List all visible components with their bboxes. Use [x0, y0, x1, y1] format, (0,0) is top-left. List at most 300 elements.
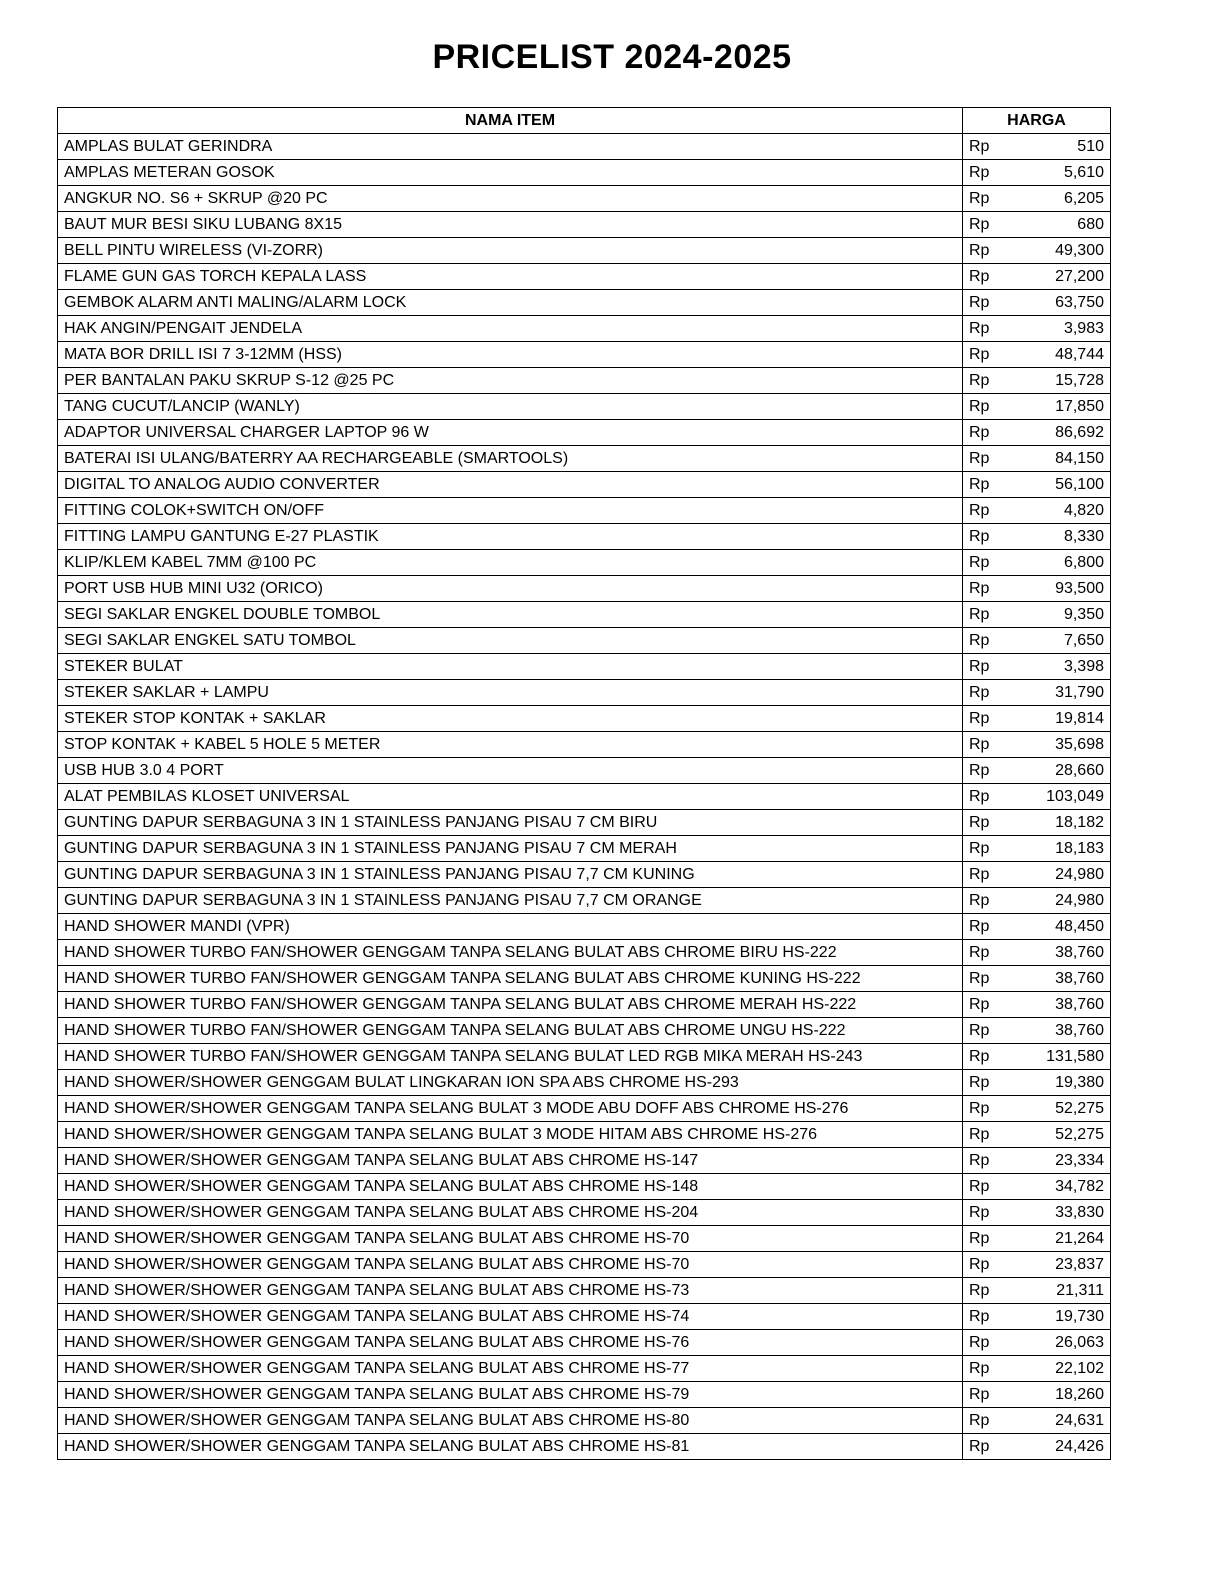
price-cell: [963, 342, 1111, 368]
price-wrap: [969, 164, 1104, 182]
item-name: GUNTING DAPUR SERBAGUNA 3 IN 1 STAINLESS PANJANG PISAU 7,7 CM KUNING: [58, 862, 963, 888]
item-name: HAND SHOWER TURBO FAN/SHOWER GENGGAM TANPA SELANG BULAT ABS CHROME MERAH HS-222: [58, 992, 963, 1018]
price-wrap: [969, 814, 1104, 832]
table-row: [58, 160, 1111, 186]
table-row: [58, 966, 1111, 992]
item-name: STEKER SAKLAR + LAMPU: [58, 680, 963, 706]
price-wrap: [969, 398, 1104, 416]
item-name: HAND SHOWER TURBO FAN/SHOWER GENGGAM TANPA SELANG BULAT ABS CHROME UNGU HS-222: [58, 1018, 963, 1044]
item-name: HAND SHOWER/SHOWER GENGGAM TANPA SELANG BULAT ABS CHROME HS-79: [58, 1382, 963, 1408]
price-value: 19,814: [1055, 709, 1104, 727]
price-wrap: [969, 476, 1104, 494]
item-name: HAK ANGIN/PENGAIT JENDELA: [58, 316, 963, 342]
currency-label: Rp: [969, 137, 990, 155]
currency-label: Rp: [969, 501, 990, 519]
currency-label: Rp: [969, 813, 990, 831]
price-value: 4,820: [1063, 501, 1104, 519]
item-name: SEGI SAKLAR ENGKEL SATU TOMBOL: [58, 628, 963, 654]
price-wrap: [969, 1022, 1104, 1040]
item-name: HAND SHOWER/SHOWER GENGGAM TANPA SELANG BULAT ABS CHROME HS-76: [58, 1330, 963, 1356]
currency-label: Rp: [969, 1333, 990, 1351]
currency-label: Rp: [969, 943, 990, 961]
price-cell: [963, 186, 1111, 212]
price-wrap: [969, 736, 1104, 754]
table-row: [58, 524, 1111, 550]
price-value: 28,660: [1055, 761, 1104, 779]
price-wrap: [969, 1438, 1104, 1456]
item-name: PER BANTALAN PAKU SKRUP S-12 @25 PC: [58, 368, 963, 394]
table-row: [58, 1044, 1111, 1070]
price-value: 63,750: [1055, 293, 1104, 311]
price-value: 24,980: [1055, 865, 1104, 883]
price-cell: [963, 654, 1111, 680]
price-wrap: [969, 320, 1104, 338]
price-value: 31,790: [1055, 683, 1104, 701]
price-value: 18,183: [1055, 839, 1104, 857]
table-row: [58, 316, 1111, 342]
item-name: FITTING LAMPU GANTUNG E-27 PLASTIK: [58, 524, 963, 550]
price-value: 7,650: [1063, 631, 1104, 649]
currency-label: Rp: [969, 1099, 990, 1117]
price-value: 24,980: [1055, 891, 1104, 909]
price-wrap: [969, 1308, 1104, 1326]
item-name: MATA BOR DRILL ISI 7 3-12MM (HSS): [58, 342, 963, 368]
currency-label: Rp: [969, 319, 990, 337]
table-row: [58, 862, 1111, 888]
table-row: [58, 186, 1111, 212]
currency-label: Rp: [969, 345, 990, 363]
currency-label: Rp: [969, 1021, 990, 1039]
table-row: [58, 654, 1111, 680]
price-wrap: [969, 450, 1104, 468]
price-value: 5,610: [1063, 163, 1104, 181]
item-name: GUNTING DAPUR SERBAGUNA 3 IN 1 STAINLESS PANJANG PISAU 7 CM BIRU: [58, 810, 963, 836]
table-row: [58, 550, 1111, 576]
price-wrap: [969, 1256, 1104, 1274]
table-row: [58, 810, 1111, 836]
price-cell: [963, 706, 1111, 732]
table-row: [58, 264, 1111, 290]
price-wrap: [969, 1126, 1104, 1144]
price-value: 86,692: [1055, 423, 1104, 441]
price-value: 48,744: [1055, 345, 1104, 363]
item-name: STEKER BULAT: [58, 654, 963, 680]
table-row: [58, 888, 1111, 914]
currency-label: Rp: [969, 1177, 990, 1195]
currency-label: Rp: [969, 787, 990, 805]
currency-label: Rp: [969, 1073, 990, 1091]
price-cell: [963, 1278, 1111, 1304]
table-row: [58, 680, 1111, 706]
price-wrap: [969, 138, 1104, 156]
currency-label: Rp: [969, 527, 990, 545]
price-value: 34,782: [1055, 1177, 1104, 1195]
table-row: [58, 758, 1111, 784]
currency-label: Rp: [969, 1281, 990, 1299]
currency-label: Rp: [969, 475, 990, 493]
item-name: HAND SHOWER TURBO FAN/SHOWER GENGGAM TANPA SELANG BULAT ABS CHROME BIRU HS-222: [58, 940, 963, 966]
price-cell: [963, 212, 1111, 238]
table-row: [58, 212, 1111, 238]
table-row: [58, 836, 1111, 862]
price-value: 52,275: [1055, 1099, 1104, 1117]
price-cell: [963, 940, 1111, 966]
price-cell: [963, 1070, 1111, 1096]
table-row: [58, 420, 1111, 446]
table-row: [58, 628, 1111, 654]
currency-label: Rp: [969, 683, 990, 701]
item-name: BELL PINTU WIRELESS (VI-ZORR): [58, 238, 963, 264]
price-cell: [963, 1174, 1111, 1200]
currency-label: Rp: [969, 1151, 990, 1169]
price-cell: [963, 1226, 1111, 1252]
item-name: FITTING COLOK+SWITCH ON/OFF: [58, 498, 963, 524]
price-value: 3,983: [1063, 319, 1104, 337]
price-value: 56,100: [1055, 475, 1104, 493]
item-name: HAND SHOWER TURBO FAN/SHOWER GENGGAM TANPA SELANG BULAT LED RGB MIKA MERAH HS-243: [58, 1044, 963, 1070]
price-wrap: [969, 684, 1104, 702]
column-header-nama-item: NAMA ITEM: [58, 108, 963, 134]
table-row: [58, 1278, 1111, 1304]
price-value: 35,698: [1055, 735, 1104, 753]
table-row: [58, 1226, 1111, 1252]
price-cell: [963, 134, 1111, 160]
price-value: 38,760: [1055, 995, 1104, 1013]
currency-label: Rp: [969, 215, 990, 233]
price-cell: [963, 576, 1111, 602]
price-wrap: [969, 1282, 1104, 1300]
currency-label: Rp: [969, 865, 990, 883]
table-row: [58, 1434, 1111, 1460]
table-row: [58, 1200, 1111, 1226]
price-wrap: [969, 918, 1104, 936]
price-value: 3,398: [1063, 657, 1104, 675]
table-row: [58, 1408, 1111, 1434]
price-cell: [963, 394, 1111, 420]
price-value: 38,760: [1055, 969, 1104, 987]
table-row: [58, 706, 1111, 732]
price-value: 21,311: [1056, 1281, 1104, 1299]
item-name: HAND SHOWER/SHOWER GENGGAM TANPA SELANG BULAT ABS CHROME HS-73: [58, 1278, 963, 1304]
item-name: AMPLAS BULAT GERINDRA: [58, 134, 963, 160]
price-value: 19,380: [1055, 1073, 1104, 1091]
currency-label: Rp: [969, 709, 990, 727]
price-wrap: [969, 268, 1104, 286]
price-value: 24,426: [1055, 1437, 1104, 1455]
price-wrap: [969, 788, 1104, 806]
table-row: [58, 1356, 1111, 1382]
price-wrap: [969, 632, 1104, 650]
item-name: ANGKUR NO. S6 + SKRUP @20 PC: [58, 186, 963, 212]
price-cell: [963, 862, 1111, 888]
price-wrap: [969, 528, 1104, 546]
price-cell: [963, 810, 1111, 836]
item-name: HAND SHOWER/SHOWER GENGGAM TANPA SELANG BULAT ABS CHROME HS-70: [58, 1252, 963, 1278]
price-value: 15,728: [1055, 371, 1104, 389]
price-cell: [963, 1200, 1111, 1226]
price-wrap: [969, 216, 1104, 234]
price-wrap: [969, 658, 1104, 676]
price-wrap: [969, 606, 1104, 624]
item-name: HAND SHOWER/SHOWER GENGGAM TANPA SELANG BULAT 3 MODE ABU DOFF ABS CHROME HS-276: [58, 1096, 963, 1122]
item-name: HAND SHOWER/SHOWER GENGGAM TANPA SELANG BULAT ABS CHROME HS-77: [58, 1356, 963, 1382]
price-value: 21,264: [1055, 1229, 1104, 1247]
table-row: [58, 1096, 1111, 1122]
price-wrap: [969, 190, 1104, 208]
table-row: [58, 134, 1111, 160]
item-name: HAND SHOWER MANDI (VPR): [58, 914, 963, 940]
table-body: [58, 134, 1111, 1460]
price-value: 19,730: [1055, 1307, 1104, 1325]
price-value: 38,760: [1055, 943, 1104, 961]
currency-label: Rp: [969, 189, 990, 207]
currency-label: Rp: [969, 605, 990, 623]
item-name: HAND SHOWER/SHOWER GENGGAM TANPA SELANG BULAT ABS CHROME HS-148: [58, 1174, 963, 1200]
item-name: HAND SHOWER/SHOWER GENGGAM TANPA SELANG BULAT 3 MODE HITAM ABS CHROME HS-276: [58, 1122, 963, 1148]
currency-label: Rp: [969, 839, 990, 857]
price-cell: [963, 1304, 1111, 1330]
table-row: [58, 472, 1111, 498]
table-row: [58, 498, 1111, 524]
price-cell: [963, 1356, 1111, 1382]
price-value: 38,760: [1055, 1021, 1104, 1039]
price-value: 18,260: [1055, 1385, 1104, 1403]
table-row: [58, 732, 1111, 758]
price-wrap: [969, 242, 1104, 260]
item-name: GEMBOK ALARM ANTI MALING/ALARM LOCK: [58, 290, 963, 316]
table-row: [58, 1330, 1111, 1356]
table-row: [58, 602, 1111, 628]
price-cell: [963, 914, 1111, 940]
table-row: [58, 1148, 1111, 1174]
price-value: 52,275: [1055, 1125, 1104, 1143]
price-value: 103,049: [1046, 787, 1104, 805]
item-name: STEKER STOP KONTAK + SAKLAR: [58, 706, 963, 732]
item-name: BAUT MUR BESI SIKU LUBANG 8X15: [58, 212, 963, 238]
price-value: 6,800: [1063, 553, 1104, 571]
price-cell: [963, 550, 1111, 576]
price-wrap: [969, 1412, 1104, 1430]
item-name: BATERAI ISI ULANG/BATERRY AA RECHARGEABLE (SMARTOOLS): [58, 446, 963, 472]
currency-label: Rp: [969, 449, 990, 467]
price-wrap: [969, 1334, 1104, 1352]
currency-label: Rp: [969, 1385, 990, 1403]
currency-label: Rp: [969, 1411, 990, 1429]
item-name: HAND SHOWER/SHOWER GENGGAM TANPA SELANG BULAT ABS CHROME HS-70: [58, 1226, 963, 1252]
currency-label: Rp: [969, 917, 990, 935]
price-wrap: [969, 372, 1104, 390]
price-cell: [963, 420, 1111, 446]
currency-label: Rp: [969, 735, 990, 753]
price-wrap: [969, 762, 1104, 780]
column-header-harga: HARGA: [963, 108, 1111, 134]
price-value: 33,830: [1055, 1203, 1104, 1221]
table-row: [58, 1070, 1111, 1096]
price-value: 17,850: [1055, 397, 1104, 415]
price-cell: [963, 472, 1111, 498]
currency-label: Rp: [969, 657, 990, 675]
price-value: 93,500: [1055, 579, 1104, 597]
price-value: 18,182: [1055, 813, 1104, 831]
item-name: SEGI SAKLAR ENGKEL DOUBLE TOMBOL: [58, 602, 963, 628]
table-row: [58, 238, 1111, 264]
price-cell: [963, 316, 1111, 342]
table-row: [58, 914, 1111, 940]
price-wrap: [969, 1152, 1104, 1170]
item-name: HAND SHOWER/SHOWER GENGGAM TANPA SELANG BULAT ABS CHROME HS-80: [58, 1408, 963, 1434]
table-row: [58, 394, 1111, 420]
currency-label: Rp: [969, 1307, 990, 1325]
currency-label: Rp: [969, 1203, 990, 1221]
price-cell: [963, 524, 1111, 550]
price-value: 84,150: [1055, 449, 1104, 467]
currency-label: Rp: [969, 969, 990, 987]
price-cell: [963, 732, 1111, 758]
table-row: [58, 1304, 1111, 1330]
price-cell: [963, 446, 1111, 472]
price-wrap: [969, 1100, 1104, 1118]
price-cell: [963, 1122, 1111, 1148]
table-row: [58, 576, 1111, 602]
price-wrap: [969, 1074, 1104, 1092]
price-cell: [963, 238, 1111, 264]
price-wrap: [969, 944, 1104, 962]
table-row: [58, 1122, 1111, 1148]
price-value: 23,334: [1055, 1151, 1104, 1169]
price-wrap: [969, 1204, 1104, 1222]
price-value: 510: [1077, 137, 1104, 155]
item-name: HAND SHOWER/SHOWER GENGGAM BULAT LINGKARAN ION SPA ABS CHROME HS-293: [58, 1070, 963, 1096]
price-cell: [963, 758, 1111, 784]
currency-label: Rp: [969, 371, 990, 389]
currency-label: Rp: [969, 631, 990, 649]
price-value: 24,631: [1055, 1411, 1104, 1429]
price-cell: [963, 1096, 1111, 1122]
price-cell: [963, 498, 1111, 524]
currency-label: Rp: [969, 761, 990, 779]
item-name: USB HUB 3.0 4 PORT: [58, 758, 963, 784]
currency-label: Rp: [969, 1437, 990, 1455]
table-row: [58, 992, 1111, 1018]
price-cell: [963, 628, 1111, 654]
item-name: HAND SHOWER/SHOWER GENGGAM TANPA SELANG BULAT ABS CHROME HS-147: [58, 1148, 963, 1174]
table-row: [58, 1382, 1111, 1408]
price-value: 9,350: [1063, 605, 1104, 623]
currency-label: Rp: [969, 1359, 990, 1377]
table-row: [58, 368, 1111, 394]
item-name: KLIP/KLEM KABEL 7MM @100 PC: [58, 550, 963, 576]
table-row: [58, 1018, 1111, 1044]
currency-label: Rp: [969, 423, 990, 441]
price-wrap: [969, 554, 1104, 572]
price-wrap: [969, 1178, 1104, 1196]
price-value: 680: [1077, 215, 1104, 233]
price-cell: [963, 264, 1111, 290]
price-cell: [963, 368, 1111, 394]
price-cell: [963, 1434, 1111, 1460]
price-cell: [963, 602, 1111, 628]
table-row: [58, 1174, 1111, 1200]
item-name: HAND SHOWER TURBO FAN/SHOWER GENGGAM TANPA SELANG BULAT ABS CHROME KUNING HS-222: [58, 966, 963, 992]
currency-label: Rp: [969, 995, 990, 1013]
price-value: 49,300: [1055, 241, 1104, 259]
currency-label: Rp: [969, 1229, 990, 1247]
price-cell: [963, 1330, 1111, 1356]
item-name: GUNTING DAPUR SERBAGUNA 3 IN 1 STAINLESS PANJANG PISAU 7 CM MERAH: [58, 836, 963, 862]
currency-label: Rp: [969, 1255, 990, 1273]
price-wrap: [969, 1048, 1104, 1066]
price-cell: [963, 1018, 1111, 1044]
price-value: 23,837: [1055, 1255, 1104, 1273]
price-cell: [963, 992, 1111, 1018]
price-value: 6,205: [1063, 189, 1104, 207]
pricelist-table: [57, 107, 1111, 1460]
table-row: [58, 1252, 1111, 1278]
price-cell: [963, 888, 1111, 914]
price-wrap: [969, 970, 1104, 988]
currency-label: Rp: [969, 553, 990, 571]
price-wrap: [969, 996, 1104, 1014]
price-cell: [963, 680, 1111, 706]
price-cell: [963, 966, 1111, 992]
item-name: HAND SHOWER/SHOWER GENGGAM TANPA SELANG BULAT ABS CHROME HS-204: [58, 1200, 963, 1226]
item-name: GUNTING DAPUR SERBAGUNA 3 IN 1 STAINLESS PANJANG PISAU 7,7 CM ORANGE: [58, 888, 963, 914]
price-cell: [963, 1148, 1111, 1174]
currency-label: Rp: [969, 579, 990, 597]
price-wrap: [969, 1386, 1104, 1404]
table-row: [58, 342, 1111, 368]
price-wrap: [969, 580, 1104, 598]
price-cell: [963, 1044, 1111, 1070]
price-wrap: [969, 866, 1104, 884]
price-wrap: [969, 424, 1104, 442]
price-value: 26,063: [1055, 1333, 1104, 1351]
price-wrap: [969, 840, 1104, 858]
price-cell: [963, 1252, 1111, 1278]
item-name: HAND SHOWER/SHOWER GENGGAM TANPA SELANG BULAT ABS CHROME HS-81: [58, 1434, 963, 1460]
price-wrap: [969, 502, 1104, 520]
price-wrap: [969, 1360, 1104, 1378]
item-name: HAND SHOWER/SHOWER GENGGAM TANPA SELANG BULAT ABS CHROME HS-74: [58, 1304, 963, 1330]
item-name: AMPLAS METERAN GOSOK: [58, 160, 963, 186]
item-name: ADAPTOR UNIVERSAL CHARGER LAPTOP 96 W: [58, 420, 963, 446]
currency-label: Rp: [969, 397, 990, 415]
price-wrap: [969, 710, 1104, 728]
currency-label: Rp: [969, 267, 990, 285]
page-title: PRICELIST 2024-2025: [432, 38, 792, 76]
price-value: 131,580: [1046, 1047, 1104, 1065]
currency-label: Rp: [969, 1125, 990, 1143]
price-wrap: [969, 346, 1104, 364]
price-value: 48,450: [1055, 917, 1104, 935]
item-name: STOP KONTAK + KABEL 5 HOLE 5 METER: [58, 732, 963, 758]
item-name: TANG CUCUT/LANCIP (WANLY): [58, 394, 963, 420]
price-cell: [963, 1382, 1111, 1408]
currency-label: Rp: [969, 891, 990, 909]
currency-label: Rp: [969, 163, 990, 181]
price-value: 22,102: [1055, 1359, 1104, 1377]
price-cell: [963, 290, 1111, 316]
item-name: DIGITAL TO ANALOG AUDIO CONVERTER: [58, 472, 963, 498]
table-row: [58, 446, 1111, 472]
item-name: FLAME GUN GAS TORCH KEPALA LASS: [58, 264, 963, 290]
price-value: 27,200: [1055, 267, 1104, 285]
price-cell: [963, 784, 1111, 810]
currency-label: Rp: [969, 1047, 990, 1065]
table-row: [58, 940, 1111, 966]
table-row: [58, 784, 1111, 810]
price-cell: [963, 1408, 1111, 1434]
